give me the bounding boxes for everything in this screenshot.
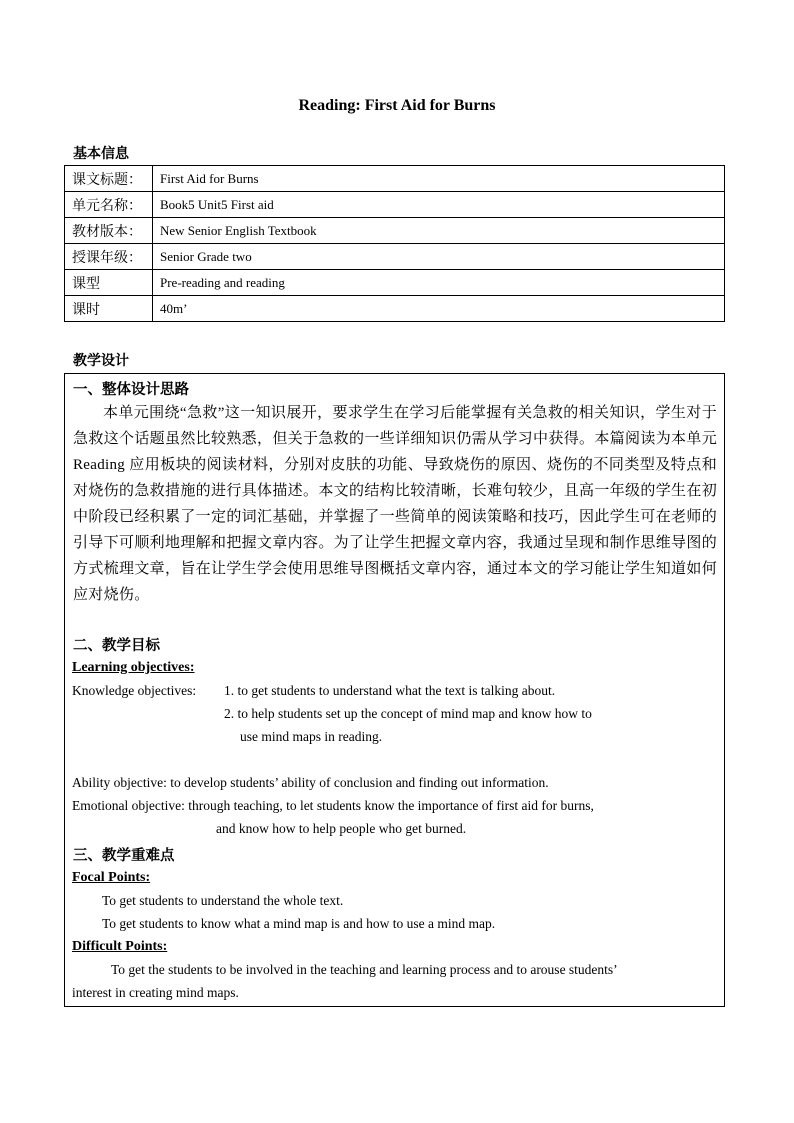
basic-info-heading: 基本信息 (73, 147, 129, 162)
table-row (65, 218, 725, 244)
table-row (65, 244, 725, 270)
difficult-points-heading: Difficult Points: (72, 939, 168, 954)
design-box (64, 373, 725, 1007)
table-row (65, 270, 725, 296)
row-value: First Aid for Burns (153, 166, 725, 192)
page-title: Reading: First Aid for Burns (298, 97, 496, 114)
row-label: 课时 (65, 296, 153, 322)
row-label: 课文标题： (65, 166, 153, 192)
row-value: Pre-reading and reading (153, 270, 725, 296)
row-value: Senior Grade two (153, 244, 725, 270)
table-row (65, 192, 725, 218)
focal-point-2: To get students to know what a mind map is and how to use a mind map. (102, 916, 496, 931)
focal-point-1: To get students to understand the whole text. (102, 893, 344, 908)
row-label: 课型 (65, 270, 153, 296)
section-2-heading: 二、教学目标 (73, 638, 160, 654)
row-value: 40m’ (153, 296, 725, 322)
ability-objective: Ability objective: to develop students’ ability of conclusion and finding out information. (72, 775, 549, 790)
knowledge-label: Knowledge objectives: (72, 683, 197, 698)
row-label: 单元名称： (65, 192, 153, 218)
row-label: 教材版本： (65, 218, 153, 244)
table-row (65, 166, 725, 192)
difficult-point-2: interest in creating mind maps. (72, 985, 239, 1000)
row-label: 授课年级： (65, 244, 153, 270)
difficult-point-1: To get the students to be involved in the teaching and learning process and to arouse students’ (111, 962, 618, 977)
table-row (65, 296, 725, 322)
row-value: Book5 Unit5 First aid (153, 192, 725, 218)
knowledge-item-2-cont: use mind maps in reading. (240, 729, 383, 744)
learning-objectives-heading: Learning objectives: (72, 660, 195, 675)
basic-info-table (64, 165, 725, 322)
emotional-objective-cont: and know how to help people who get burned. (216, 821, 467, 836)
design-heading: 教学设计 (73, 354, 129, 369)
row-value: New Senior English Textbook (153, 218, 725, 244)
emotional-objective: Emotional objective: through teaching, to let students know the importance of first aid for burns, (72, 798, 594, 813)
knowledge-item-2: 2. to help students set up the concept of mind map and know how to (224, 706, 592, 721)
knowledge-item-1: 1. to get students to understand what the text is talking about. (224, 683, 556, 698)
section-1-paragraph: 本单元围绕“急救”这一知识展开，要求学生在学习后能掌握有关急救的相关知识，学生对于急救这个话题虽然比较熟悉，但关于急救的一些详细知识仍需从学习中获得。本篇阅读为本单元 Reading 应用板块的阅读材料，分别对皮肤的功能、导致烧伤的原因、烧伤的不同类型及特点和对烧伤的急救措施的进行具体描述。本文的结构比较清晰，长难句较少，且高一年级的学生在初中阶段已经积累了一定的词汇基础，并掌握了一些简单的阅读策略和技巧，因此学生可在老师的引导下可顺利地理解和把握文章内容。为了让学生把握文章内容，我通过呈现和制作思维导图的方式梳理文章，旨在让学生学会使用思维导图概括文章内容，通过本文的学习能让学生知道如何应对烧伤。 (73, 405, 717, 603)
focal-points-heading: Focal Points: (72, 870, 151, 885)
section-3-heading: 三、教学重难点 (73, 848, 175, 864)
section-1-heading: 一、整体设计思路 (73, 382, 189, 398)
